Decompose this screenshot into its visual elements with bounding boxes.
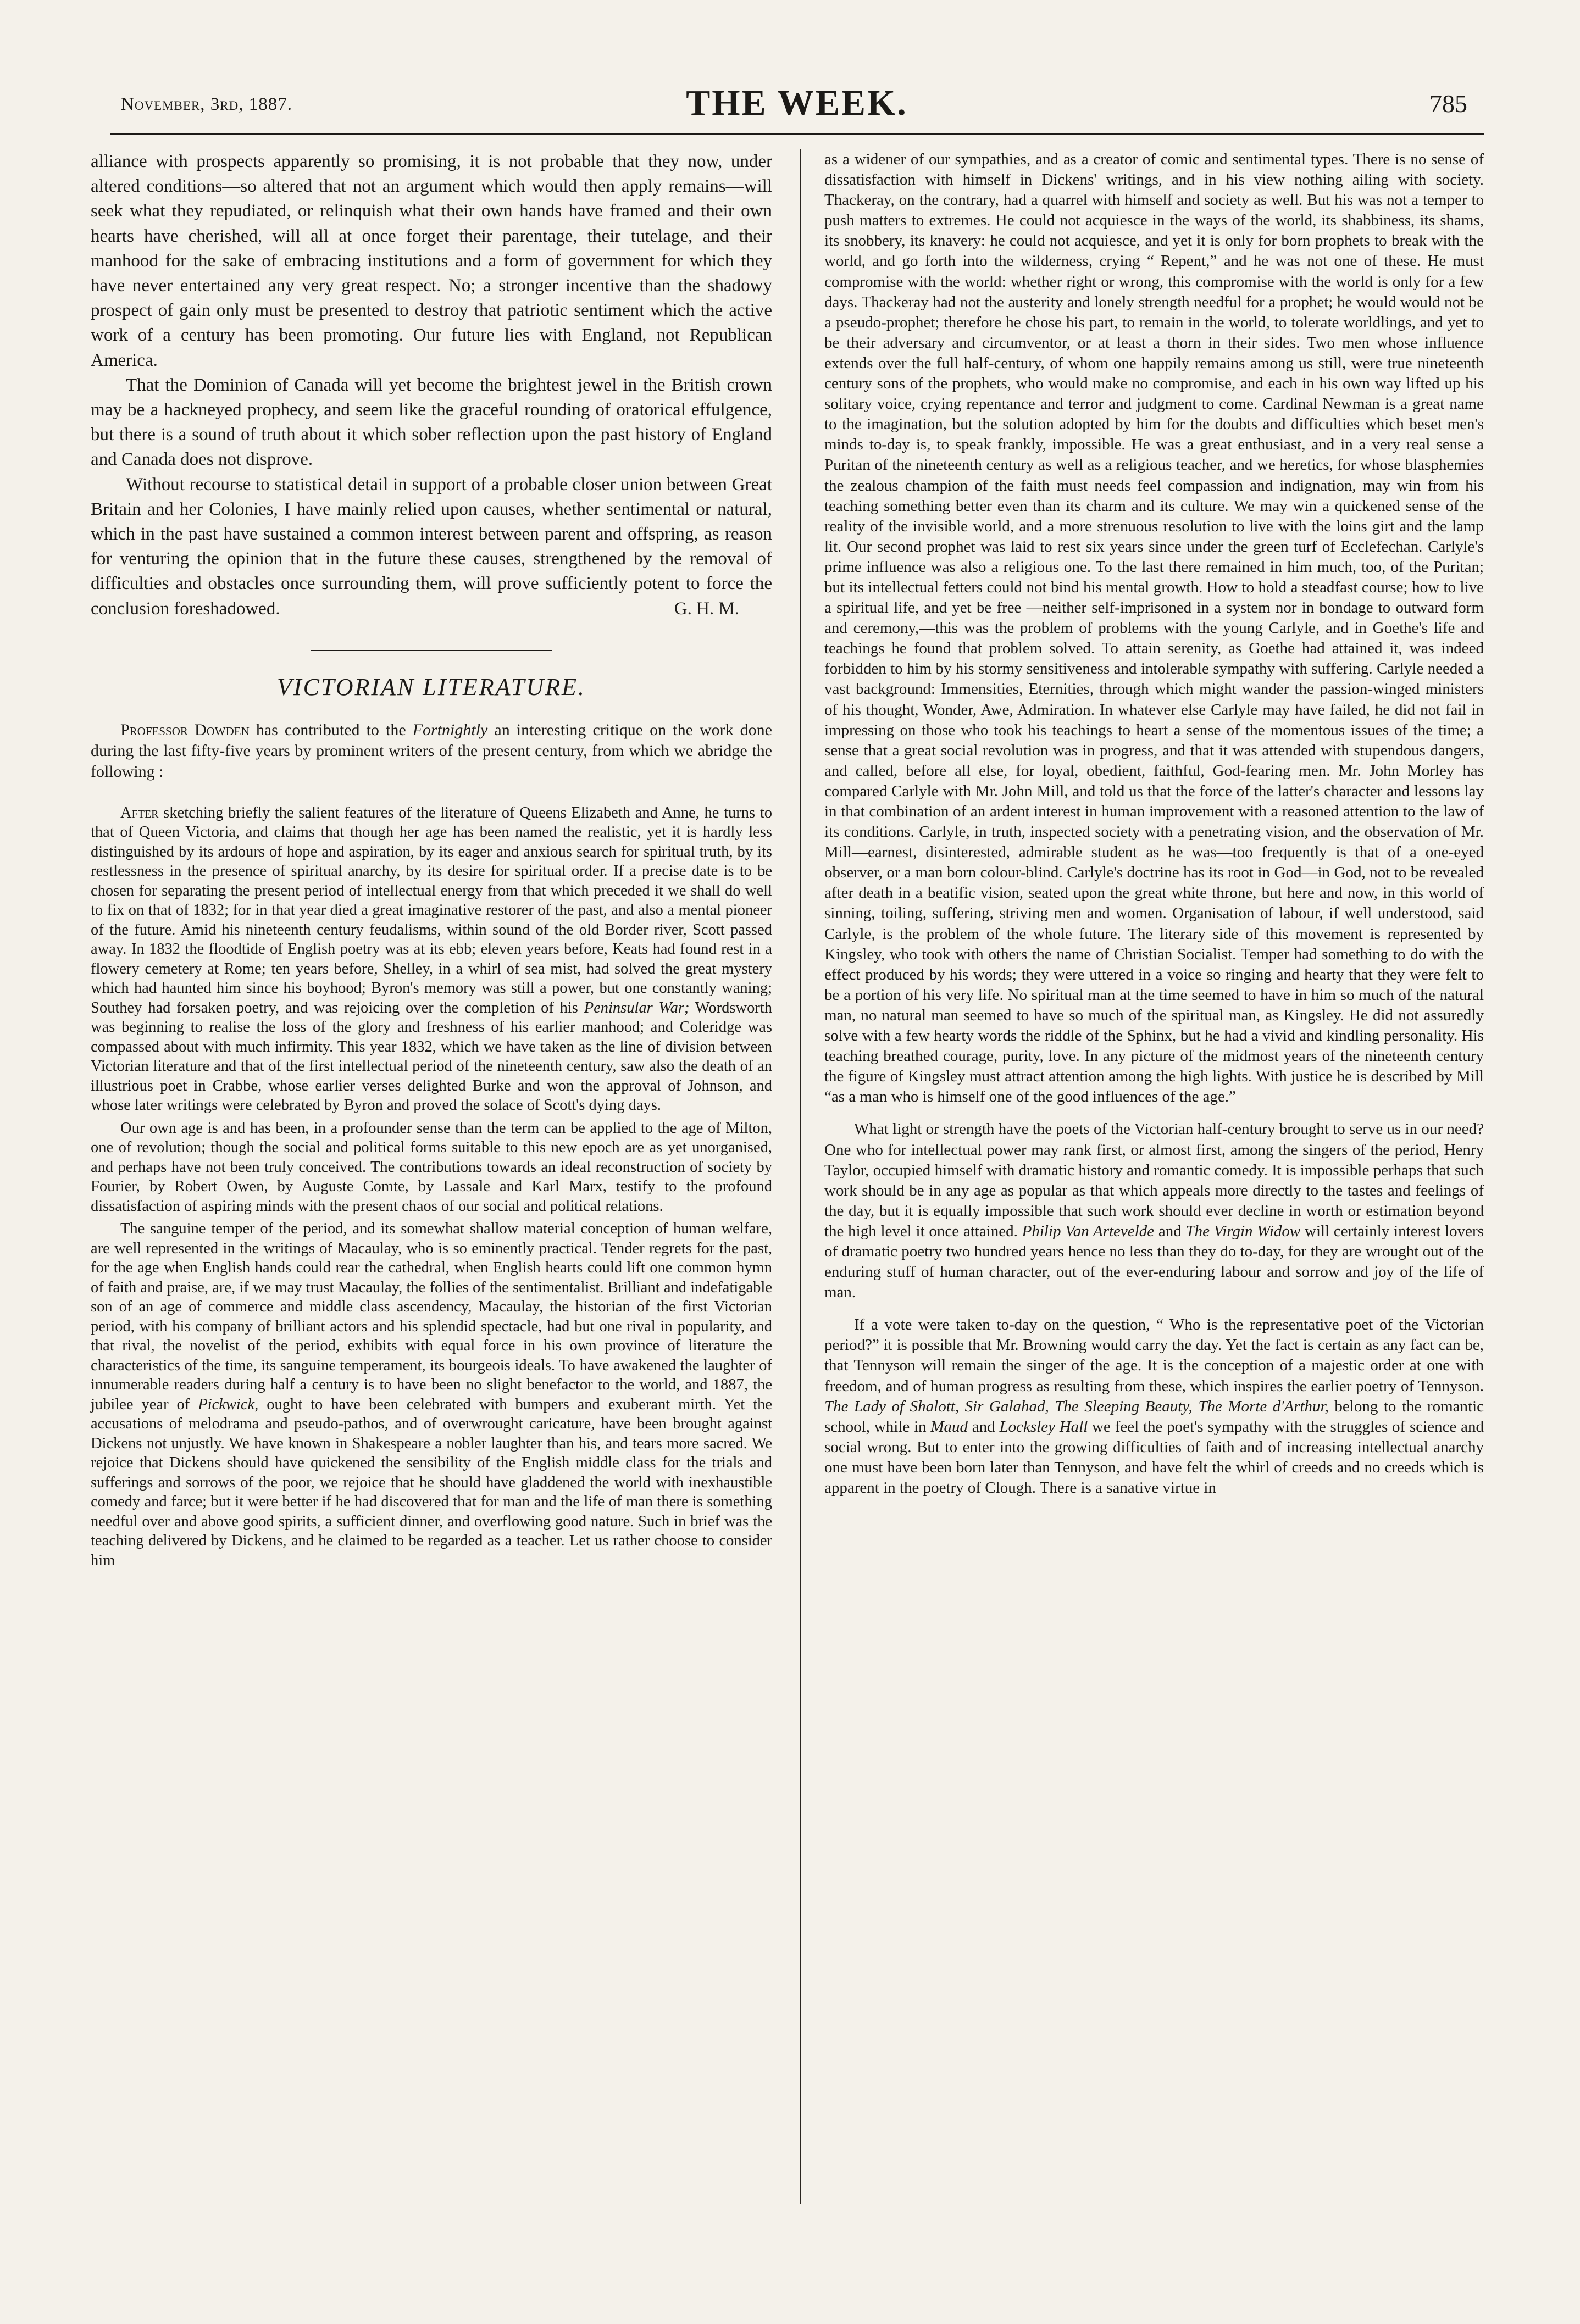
paragraph-conclusion <box>91 472 772 621</box>
paragraph-canada-jewel: That the Dominion of Canada will yet become the brightest jewel in the British crown may be a hackneyed prophecy, and seem like the graceful rounding of oratorical effulgence, but there is a sound of truth about it which sober reflection upon the past history of England and Canada does not disprove. <box>91 375 772 470</box>
left-column <box>91 149 772 1570</box>
masthead-title: THE WEEK. <box>686 83 908 123</box>
body-paragraph-1: After sketching briefly the salient features of the literature of Queens Elizabeth and Anne, he turns to that of Queen Victoria, and claims that though her age has been named the realistic, yet it is hardly less distinguished by its ardours of hope and aspiration, by its eager and anxious search for spiritual truth, by its restlessness in the presence of spiritual anarchy, by its desire for spiritual order. If a precise date is to be chosen for separating the present period of intellectual energy from that which preceded it we shall do well to fix on that of 1832; for in that year died a great imaginative restorer of the past, and also a mental pioneer of the future. Amid his nineteenth century feudalisms, within sound of the old Border river, Scott passed away. In 1832 the floodtide of English poetry was at its ebb; eleven years before, Keats had found rest in a flowery cemetery at Rome; ten years before, Shelley, in a whirl of sea mist, had solved the great mystery which had haunted him since his boyhood; Byron's memory was still a power, but one constantly waning; Southey had forsaken poetry, and was rejoicing over the completion of his Peninsular War; Wordsworth was beginning to realise the loss of the glory and freshness of his earlier manhood; and Coleridge was compassed about with much infirmity. This year 1832, which we have taken as the line of division between Victorian literature and that of the first intellectual period of the nineteenth century, saw also the death of an illustrious poet in Crabbe, whose earlier verses delighted Burke and won the approval of Johnson, and whose later writings were celebrated by Byron and proved the solace of Scott's dying days. <box>91 804 772 1114</box>
book-title: The Virgin Widow <box>1185 1222 1301 1240</box>
body-paragraph-5: What light or strength have the poets of the Victorian half-century brought to serve us in our need? One who for intellectual power may rank first, or almost first, among the singers of the period, Henry Taylor, occupied himself with dramatic history and romantic comedy. It is impossible perhaps that such work should be in any age as popular as that which appeals more directly to the tastes and feelings of the day, but it is equally impossible that such work should ever decline in worth or estimation beyond the high level it once attained. Philip Van Artevelde and The Virgin Widow will certainly interest lovers of dramatic poetry two hundred years hence no less than they do to-day, for they are wrought out of the enduring stuff of human character, out of the ever-enduring labour and sorrow and joy of the life of man. <box>824 1120 1484 1302</box>
section-title: VICTORIAN LITERATURE. <box>277 673 586 700</box>
poem-title: Maud <box>930 1417 968 1436</box>
article-intro: Professor Dowden has contributed to the Fortnightly an interesting critique on the work done during the last fifty-five years by prominent writers of the present century, from which we abridge the following : <box>91 720 772 781</box>
body-paragraph-3: The sanguine temper of the period, and its somewhat shallow material conception of human welfare, are well represented in the writings of Macaulay, who is so eminently practical. Tender regrets for the past, for the age when English hands could rear the cathedral, when English hearts could lift one common hymn of faith and praise, are, if we may trust Macaulay, the follies of the sentimentalist. Brilliant and indefatigable son of an age of commerce and middle class ascendency, Macaulay, the historian of the first Victorian period, with his company of brilliant actors and his splendid spectacle, had but one rival in popularity, and that rival, the novelist of the period, exhibits with equal force in his own province of literature the characteristics of the time, its sanguine temperament, its bourgeois ideals. To have awakened the laughter of innumerable readers during half a century is to have been no slight benefactor to the world, and 1887, the jubilee year of Pickwick, ought to have been celebrated with bumpers and exuberant mirth. Yet the accusations of melodrama and pseudo-pathos, and of overwrought caricature, have been brought against Dickens not unjustly. We have known in Shakespeare a nobler laughter than his, and tears more sacred. We rejoice that Dickens should have quickened the sensibility of the English middle class for the trials and sufferings and sorrows of the poor, we rejoice that he should have gladdened the world with inexhaustible comedy and farce; but it were better if he had discovered that for man and the life of man there is something needful over and above good spirits, a sufficient dinner, and overflowing good nature. Such in brief was the teaching delivered by Dickens, and he claimed to be regarded as a teacher. Let us rather choose to consider him <box>91 1220 773 1569</box>
body-paragraph-4: as a widener of our sympathies, and as a creator of comic and sentimental types. There is no sense of dissatisfaction with himself in Dickens' writings, and in his view nothing ailing with society. Thackeray, on the contrary, had a quarrel with himself and society as well. But his was not a temper to push matters to extremes. He could not acquiesce in the ways of the world, its shabbiness, its shams, its snobbery, its knavery: he could not acquiesce, and yet it is only for born prophets to break with the world, and go forth into the wilderness, crying “ Repent,” and he was not one of these. He must compromise with the world: whether right or wrong, this compromise with the world is only for a few days. Thackeray had not the austerity and lonely strength needful for a prophet; he would would not be a pseudo-prophet; therefore he chose his part, to remain in the world, to tolerate worldlings, and yet to be their adversary and circumventor, or at least a thorn in their sides. Two men whose influence extends over the full half-century, of whom one happily remains among us still, were true nineteenth century sons of the prophets, who would make no compromise, and each in his own way lifted up his solitary voice, crying repentance and terror and judgment to come. Cardinal Newman is a great name to the imagination, but the solution adopted by him for the doubts and difficulties which beset men's minds to-day is, to speak frankly, impossible. He was a great enthusiast, and in a very real sense a Puritan of the nineteenth century as well as a religious teacher, and we heretics, for whose blasphemies the zealous champion of the faith must needs feel compassion and indignation, may win from his teaching something better even than its charm and its culture. We may win a quickened sense of the reality of the invisible world, and a more strenuous resolution to live with the loins girt and the lamp lit. Our second prophet was laid to rest six years since under the green turf of Ecclefechan. Carlyle's prime influence was also a religious one. To the last there remained in him much, too, of the Puritan; but its intellectual fetters could not bind his mental growth. How to hold a steadfast course; how to live a spiritual life, and yet be free —neither self-imprisoned in a system nor in bondage to outward form and ceremony,—this was the problem of problems with the young Carlyle, and in Goethe's life and teachings he found that problem solved. To attain serenity, as Goethe had attained it, was indeed forbidden to him by his stormy sensitiveness and intolerable sympathy with suffering. Carlyle needed a vast background: Immensities, Eternities, through which might wander the passion-winged ministers of his thought, Wonder, Awe, Admiration. In whatever else Carlyle may have failed, he did not fail in impressing on those who took his teachings to heart a sense of the momentous issues of the time; a sense that a great social revolution was in progress, and that it was attended with stupendous dangers, and called, before all else, for loyal, obedient, faithful, God-fearing men. Mr. John Morley has compared Carlyle with Mr. John Mill, and told us that the force of the latter's character and lessons lay in that combination of an ardent interest in human improvement with a reasoned attention to the law of its conditions. Carlyle, in truth, inspected society with a penetrating vision, and the observation of Mr. Mill—earnest, disinterested, admirable student as he was—too frequently is that of a one-eyed observer, or a man born colour-blind. Carlyle's doctrine has its root in God—in God, not to be revealed after death in a beatific vision, seated upon the great white throne, but here and now, in this world of sinning, toiling, suffering, striving men and women. Organisation of labour, if well understood, said Carlyle, is the problem of the whole future. The literary side of this movement is represented by Kingsley, who took with others the name of Christian Socialist. Temper had something to do with the effect produced by his words; they were uttered in a voice so ringing and hearty that they were felt to be a portion of his very life. No spiritual man at the time seemed to have in him so much of the natural man, no natural man seemed to have so much of the spiritual man, as Kingsley. He did not assuredly solve with a few hearty words the riddle of the Sphinx, but he had a vivid and kindling personality. His teaching breathed courage, purity, love. In any picture of the midmost years of the nineteenth century the figure of Kingsley must attract attention among the high lights. With justice he is described by Mill “as a man who is himself one of the good influences of the age.” <box>824 151 1484 1106</box>
right-column <box>824 149 1484 1498</box>
body-paragraph-6: If a vote were taken to-day on the question, “ Who is the representative poet of the Victorian period?” it is possible that Mr. Browning would carry the day. Yet the fact is certain as any fact can be, that Tennyson will remain the singer of the age. It is the conception of a majestic order at one with freedom, and of human progress as resulting from these, which inspires the earlier poetry of Tennyson. The Lady of Shalott, Sir Galahad, The Sleeping Beauty, The Morte d'Arthur, belong to the romantic school, while in Maud and Locksley Hall we feel the poet's sympathy with the struggles of science and social wrong. But to enter into the growing difficulties of faith and of increasing intellectual anarchy one must have been born later than Tennyson, and have felt the whirl of creeds and no creeds which is apparent in the poetry of Clough. There is a sanative virtue in <box>824 1316 1484 1497</box>
book-title: Pickwick, <box>198 1395 259 1413</box>
column-rule <box>800 149 801 2204</box>
book-title: Peninsular War; <box>584 999 690 1016</box>
intro-lead-name: Professor Dowden <box>120 720 250 739</box>
journal-name: Fortnightly <box>412 720 488 739</box>
page-number: 785 <box>1429 90 1467 118</box>
author-signature: G. H. M. <box>674 598 739 619</box>
poem-titles: The Lady of Shalott, Sir Galahad, The Sleeping Beauty, The Morte d'Arthur, <box>824 1397 1329 1415</box>
section-divider <box>311 650 552 651</box>
issue-date: November, 3rd, 1887. <box>121 94 292 114</box>
conclusion-text: Without recourse to statistical detail in support of a probable closer union between Great Britain and her Colonies, I have mainly relied upon causes, whether sentimental or natural, which in the past have sustained a common interest between parent and offspring, as reason for venturing the opinion that in the future these causes, strengthened by the removal of difficulties and obstacles once surrounding them, will prove sufficiently potent to force the conclusion foreshadowed. <box>91 474 772 619</box>
continued-paragraph: alliance with prospects apparently so promising, it is not probable that they now, under altered conditions—so altered that not an argument which would then apply remains—will seek what they repudiated, or relinquish what their own hands have framed and their own hearts have cherished, will all at once forget their parentage, their tutelage, and their manhood for the sake of embracing institutions and a form of government for which they have never entertained any very great respect. No; a stronger incentive than the shadowy prospect of gain only must be presented to destroy that patriotic sentiment which the active work of a century has been promoting. Our future lies with England, not Republican America. <box>91 152 772 370</box>
poem-title: Locksley Hall <box>999 1417 1088 1436</box>
body-paragraph-2: Our own age is and has been, in a profounder sense than the term can be applied to the age of Milton, one of revolution; though the social and political forms suitable to this new epoch are as yet unorganised, and perhaps have not been truly conceived. The contributions towards an ideal reconstruction of society by Fourier, by Robert Owen, by Auguste Comte, by Lassale and Karl Marx, testify to the profound dissatisfaction of aspiring minds with the present chaos of our social and political relations. <box>91 1119 772 1215</box>
page-header <box>110 82 1484 143</box>
header-rule-thick <box>110 133 1484 135</box>
book-title: Philip Van Artevelde <box>1022 1222 1155 1240</box>
